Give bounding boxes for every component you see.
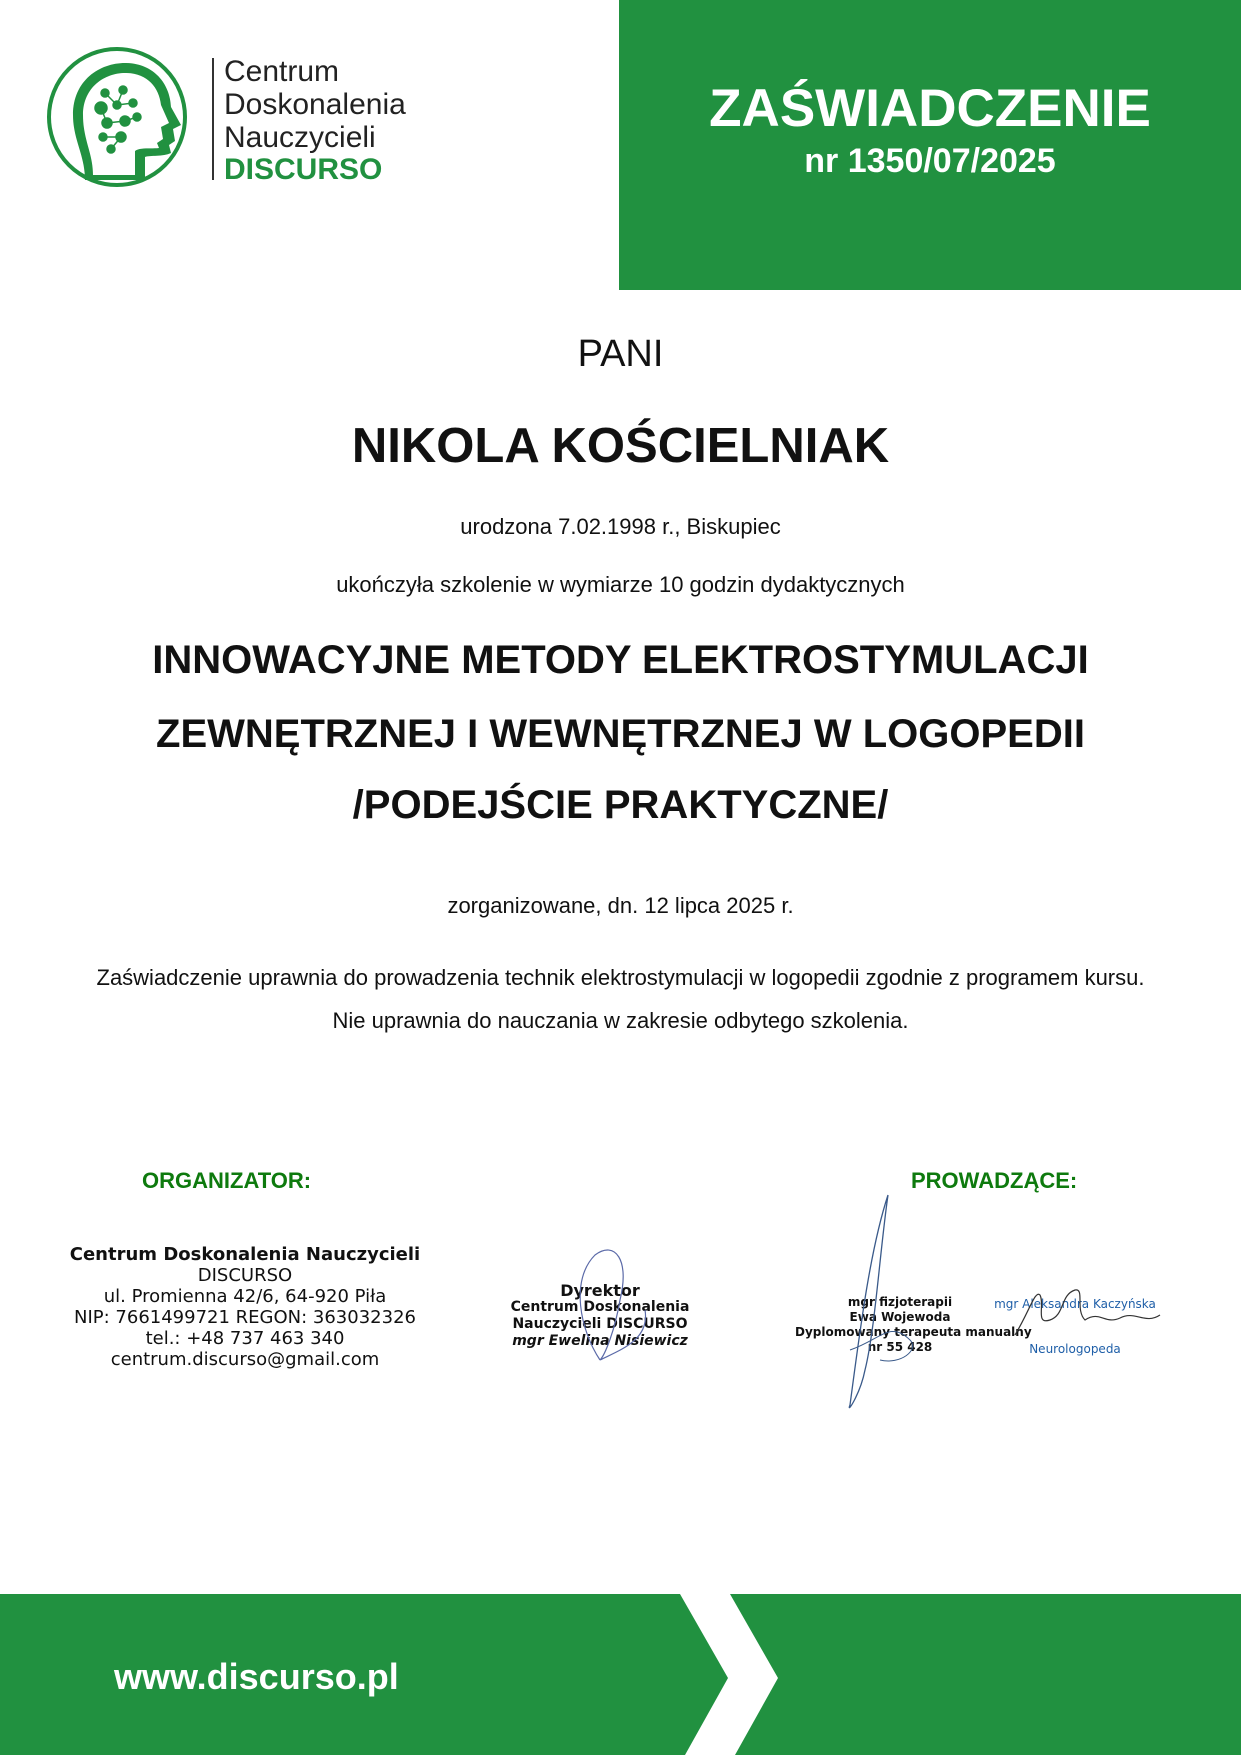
stamp-line: ul. Promienna 42/6, 64-920 Piła [103, 1286, 387, 1307]
logo-text: Nauczycieli [224, 121, 376, 154]
footer-band [0, 1594, 1241, 1755]
organizer-stamp [55, 1244, 435, 1370]
completion-text: ukończyła szkolenie w wymiarze 10 godzin dydaktycznych [336, 572, 905, 597]
organizer-heading: ORGANIZATOR: [142, 1168, 312, 1193]
salutation: PANI [577, 333, 664, 375]
note: Nie uprawnia do nauczania w zakresie odbytego szkolenia. [332, 1008, 909, 1033]
stamp-line: DISCURSO [197, 1265, 293, 1286]
stamp-line: Centrum Doskonalenia [510, 1299, 690, 1315]
stamp-line: nr 55 428 [867, 1340, 933, 1354]
note: Zaświadczenie uprawnia do prowadzenia technik elektrostymulacji w logopedii zgodnie z programem kursu. [96, 965, 1145, 990]
stamp-line: Dyrektor [560, 1281, 640, 1300]
logo-text: Doskonalenia [224, 88, 406, 121]
logo-brand: DISCURSO [224, 153, 383, 186]
stamp-line: Centrum Doskonalenia Nauczycieli [69, 1244, 421, 1265]
stamp-line: centrum.discurso@gmail.com [110, 1349, 380, 1370]
stamp-line: Ewa Wojewoda [849, 1310, 951, 1324]
course-title-line: INNOWACYJNE METODY ELEKTROSTYMULACJI [152, 638, 1089, 682]
instructor-signature-1 [820, 1190, 960, 1420]
website-link[interactable]: www.discurso.pl [114, 1656, 399, 1697]
stamp-line: Neurologopeda [1029, 1342, 1121, 1356]
stamp-line: Dyplomowany terapeuta manualny [795, 1325, 1032, 1339]
chevron-right-icon [0, 1594, 1241, 1755]
stamp-line: Nauczycieli DISCURSO [512, 1316, 688, 1332]
birth-info: urodzona 7.02.1998 r., Biskupiec [460, 514, 781, 539]
organized-date: zorganizowane, dn. 12 lipca 2025 r. [447, 893, 794, 918]
stamp-line: mgr Aleksandra Kaczyńska [994, 1297, 1156, 1311]
logo [45, 45, 190, 190]
instructor-signature-2 [1005, 1280, 1175, 1350]
certificate-number: nr 1350/07/2025 [804, 142, 1056, 180]
stamp-line: tel.: +48 737 463 340 [145, 1328, 345, 1349]
certificate-title: ZAŚWIADCZENIE [709, 79, 1151, 138]
stamp-line: mgr Ewelina Nisiewicz [512, 1333, 688, 1349]
logo-divider [212, 58, 214, 180]
director-signature [560, 1240, 660, 1370]
course-title-line: ZEWNĘTRZNEJ I WEWNĘTRZNEJ W LOGOPEDII [156, 712, 1085, 756]
course-title-line: /PODEJŚCIE PRAKTYCZNE/ [352, 783, 889, 827]
recipient-name: NIKOLA KOŚCIELNIAK [351, 419, 890, 473]
stamp-line: NIP: 7661499721 REGON: 363032326 [74, 1307, 416, 1328]
stamp-line: mgr fizjoterapii [847, 1295, 953, 1309]
certificate-header [619, 0, 1241, 290]
head-brain-icon [45, 45, 190, 190]
logo-text: Centrum [224, 55, 340, 88]
instructors-heading: PROWADZĄCE: [911, 1168, 1078, 1193]
